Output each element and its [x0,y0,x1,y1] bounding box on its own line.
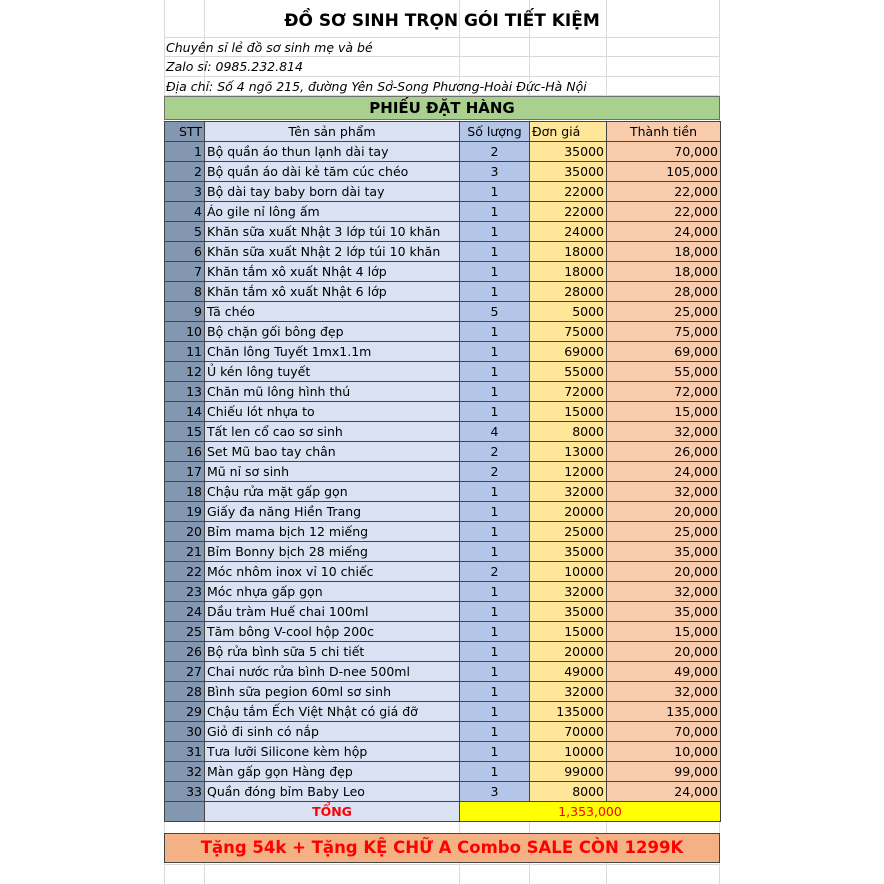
row-qty: 2 [460,462,530,482]
row-qty: 2 [460,562,530,582]
row-name: Giấy đa năng Hiền Trang [205,502,460,522]
row-qty: 1 [460,342,530,362]
row-price: 12000 [530,462,607,482]
row-qty: 2 [460,442,530,462]
info-line-1: Chuyên sỉ lẻ đồ sơ sinh mẹ và bé [166,40,373,55]
row-stt: 11 [165,342,205,362]
table-row [165,482,721,502]
table-row [165,582,721,602]
table-row [165,782,721,802]
header-row [165,122,721,142]
row-price: 69000 [530,342,607,362]
table-row [165,282,721,302]
row-price: 20000 [530,502,607,522]
row-total: 72,000 [607,382,721,402]
row-price: 22000 [530,182,607,202]
row-price: 5000 [530,302,607,322]
row-stt: 8 [165,282,205,302]
table-row [165,382,721,402]
row-stt: 22 [165,562,205,582]
row-price: 70000 [530,722,607,742]
row-qty: 1 [460,202,530,222]
row-total: 26,000 [607,442,721,462]
row-name: Tất len cổ cao sơ sinh [205,422,460,442]
row-total: 24,000 [607,462,721,482]
table-row [165,502,721,522]
row-total: 20,000 [607,642,721,662]
row-price: 8000 [530,782,607,802]
row-stt: 2 [165,162,205,182]
row-qty: 1 [460,582,530,602]
row-name: Màn gấp gọn Hàng đẹp [205,762,460,782]
row-price: 99000 [530,762,607,782]
row-total: 22,000 [607,182,721,202]
row-qty: 3 [460,782,530,802]
row-qty: 1 [460,702,530,722]
row-stt: 16 [165,442,205,462]
table-row [165,602,721,622]
row-stt: 30 [165,722,205,742]
row-price: 32000 [530,582,607,602]
row-qty: 5 [460,302,530,322]
row-price: 75000 [530,322,607,342]
row-stt: 14 [165,402,205,422]
row-name: Quần đóng bỉm Baby Leo [205,782,460,802]
row-stt: 26 [165,642,205,662]
row-name: Chai nước rửa bình D-nee 500ml [205,662,460,682]
row-price: 15000 [530,402,607,422]
row-qty: 1 [460,482,530,502]
row-price: 135000 [530,702,607,722]
table-row [165,542,721,562]
row-price: 32000 [530,682,607,702]
row-price: 10000 [530,742,607,762]
header-qty: Số lượng [460,122,530,142]
row-name: Chậu rửa mặt gấp gọn [205,482,460,502]
row-stt: 5 [165,222,205,242]
row-name: Bỉm mama bịch 12 miếng [205,522,460,542]
row-price: 35000 [530,542,607,562]
row-total: 20,000 [607,562,721,582]
table-row [165,662,721,682]
table-row [165,722,721,742]
row-stt: 17 [165,462,205,482]
table-row [165,162,721,182]
total-row [165,802,721,822]
row-stt: 9 [165,302,205,322]
row-name: Chiếu lót nhựa to [205,402,460,422]
row-stt: 10 [165,322,205,342]
table-row [165,302,721,322]
row-name: Giỏ đi sinh có nắp [205,722,460,742]
row-name: Set Mũ bao tay chân [205,442,460,462]
order-table [164,121,721,822]
row-price: 55000 [530,362,607,382]
row-name: Móc nhôm inox vỉ 10 chiếc [205,562,460,582]
row-qty: 1 [460,322,530,342]
row-name: Tăm bông V-cool hộp 200c [205,622,460,642]
row-stt: 27 [165,662,205,682]
row-stt: 1 [165,142,205,162]
row-price: 24000 [530,222,607,242]
row-stt: 20 [165,522,205,542]
table-row [165,182,721,202]
row-name: Bộ rửa bình sữa 5 chi tiết [205,642,460,662]
row-qty: 1 [460,682,530,702]
row-name: Chậu tắm Ếch Việt Nhật có giá đỡ [205,702,460,722]
row-price: 32000 [530,482,607,502]
table-row [165,342,721,362]
row-qty: 1 [460,282,530,302]
row-price: 22000 [530,202,607,222]
total-value: 1,353,000 [460,802,721,822]
row-total: 99,000 [607,762,721,782]
row-stt: 12 [165,362,205,382]
table-row [165,762,721,782]
table-row [165,742,721,762]
table-row [165,242,721,262]
row-qty: 1 [460,382,530,402]
row-qty: 1 [460,222,530,242]
info-line-3: Địa chỉ: Số 4 ngõ 215, đường Yên Sở-Song Phương-Hoài Đức-Hà Nội [166,79,587,94]
table-row [165,402,721,422]
row-qty: 1 [460,362,530,382]
row-stt: 29 [165,702,205,722]
row-total: 25,000 [607,302,721,322]
row-total: 70,000 [607,722,721,742]
row-name: Bộ quần áo dài kẻ tăm cúc chéo [205,162,460,182]
row-price: 72000 [530,382,607,402]
header-name: Tên sản phẩm [205,122,460,142]
row-qty: 2 [460,142,530,162]
row-name: Dầu tràm Huế chai 100ml [205,602,460,622]
row-total: 32,000 [607,682,721,702]
row-name: Khăn sữa xuất Nhật 2 lớp túi 10 khăn [205,242,460,262]
row-stt: 18 [165,482,205,502]
row-total: 75,000 [607,322,721,342]
row-name: Chăn mũ lông hình thú [205,382,460,402]
row-price: 13000 [530,442,607,462]
row-total: 22,000 [607,202,721,222]
row-name: Bộ quần áo thun lạnh dài tay [205,142,460,162]
table-row [165,422,721,442]
row-name: Chăn lông Tuyết 1mx1.1m [205,342,460,362]
row-qty: 1 [460,182,530,202]
row-name: Móc nhựa gấp gọn [205,582,460,602]
row-stt: 4 [165,202,205,222]
row-stt: 23 [165,582,205,602]
row-total: 35,000 [607,602,721,622]
row-total: 10,000 [607,742,721,762]
row-total: 69,000 [607,342,721,362]
row-total: 15,000 [607,622,721,642]
row-total: 55,000 [607,362,721,382]
row-price: 15000 [530,622,607,642]
row-qty: 1 [460,762,530,782]
row-stt: 3 [165,182,205,202]
form-title: PHIẾU ĐẶT HÀNG [164,96,720,120]
row-price: 8000 [530,422,607,442]
promo-banner: Tặng 54k + Tặng KỆ CHỮ A Combo SALE CÒN 1299K [164,833,720,863]
row-total: 18,000 [607,262,721,282]
table-row [165,262,721,282]
row-name: Áo gile nỉ lông ấm [205,202,460,222]
row-qty: 1 [460,242,530,262]
row-total: 105,000 [607,162,721,182]
row-price: 35000 [530,602,607,622]
table-row [165,142,721,162]
row-name: Bỉm Bonny bịch 28 miếng [205,542,460,562]
row-stt: 21 [165,542,205,562]
row-total: 18,000 [607,242,721,262]
row-name: Khăn tắm xô xuất Nhật 4 lớp [205,262,460,282]
row-stt: 33 [165,782,205,802]
row-total: 25,000 [607,522,721,542]
row-qty: 1 [460,722,530,742]
table-row [165,202,721,222]
row-qty: 4 [460,422,530,442]
row-stt: 6 [165,242,205,262]
row-qty: 1 [460,602,530,622]
row-total: 32,000 [607,582,721,602]
table-row [165,522,721,542]
row-stt: 7 [165,262,205,282]
row-name: Khăn sữa xuất Nhật 3 lớp túi 10 khăn [205,222,460,242]
row-name: Mũ nỉ sơ sinh [205,462,460,482]
row-total: 32,000 [607,422,721,442]
row-stt: 15 [165,422,205,442]
row-total: 24,000 [607,782,721,802]
row-price: 35000 [530,162,607,182]
info-line-2: Zalo sỉ: 0985.232.814 [166,59,303,74]
header-total: Thành tiền [607,122,721,142]
table-row [165,562,721,582]
row-name: Tưa lưỡi Silicone kèm hộp [205,742,460,762]
row-price: 20000 [530,642,607,662]
spreadsheet [164,0,720,884]
table-row [165,362,721,382]
row-qty: 1 [460,662,530,682]
row-total: 20,000 [607,502,721,522]
row-name: Tã chéo [205,302,460,322]
row-price: 25000 [530,522,607,542]
header-stt: STT [165,122,205,142]
header-price: Đơn giá [530,122,607,142]
row-stt: 31 [165,742,205,762]
row-price: 18000 [530,242,607,262]
row-qty: 1 [460,522,530,542]
row-total: 28,000 [607,282,721,302]
row-stt: 25 [165,622,205,642]
row-qty: 1 [460,502,530,522]
row-name: Bộ chặn gối bông đẹp [205,322,460,342]
page-title: ĐỒ SƠ SINH TRỌN GÓI TIẾT KIỆM [284,11,600,31]
table-row [165,622,721,642]
table-row [165,442,721,462]
row-stt: 28 [165,682,205,702]
row-qty: 1 [460,642,530,662]
row-qty: 1 [460,622,530,642]
row-price: 35000 [530,142,607,162]
row-total: 32,000 [607,482,721,502]
row-total: 70,000 [607,142,721,162]
row-name: Khăn tắm xô xuất Nhật 6 lớp [205,282,460,302]
row-name: Bình sữa pegion 60ml sơ sinh [205,682,460,702]
row-total: 15,000 [607,402,721,422]
row-total: 24,000 [607,222,721,242]
row-name: Bộ dài tay baby born dài tay [205,182,460,202]
row-price: 10000 [530,562,607,582]
total-label: TỔNG [205,802,460,822]
row-price: 49000 [530,662,607,682]
total-stt-cell [165,802,205,822]
row-stt: 24 [165,602,205,622]
table-row [165,462,721,482]
row-total: 35,000 [607,542,721,562]
table-row [165,322,721,342]
row-total: 49,000 [607,662,721,682]
row-stt: 13 [165,382,205,402]
row-qty: 1 [460,542,530,562]
table-row [165,682,721,702]
row-qty: 1 [460,402,530,422]
row-total: 135,000 [607,702,721,722]
row-price: 28000 [530,282,607,302]
row-price: 18000 [530,262,607,282]
row-qty: 1 [460,742,530,762]
table-row [165,702,721,722]
row-stt: 19 [165,502,205,522]
row-name: Ủ kén lông tuyết [205,362,460,382]
row-qty: 1 [460,262,530,282]
table-row [165,642,721,662]
row-stt: 32 [165,762,205,782]
row-qty: 3 [460,162,530,182]
table-row [165,222,721,242]
